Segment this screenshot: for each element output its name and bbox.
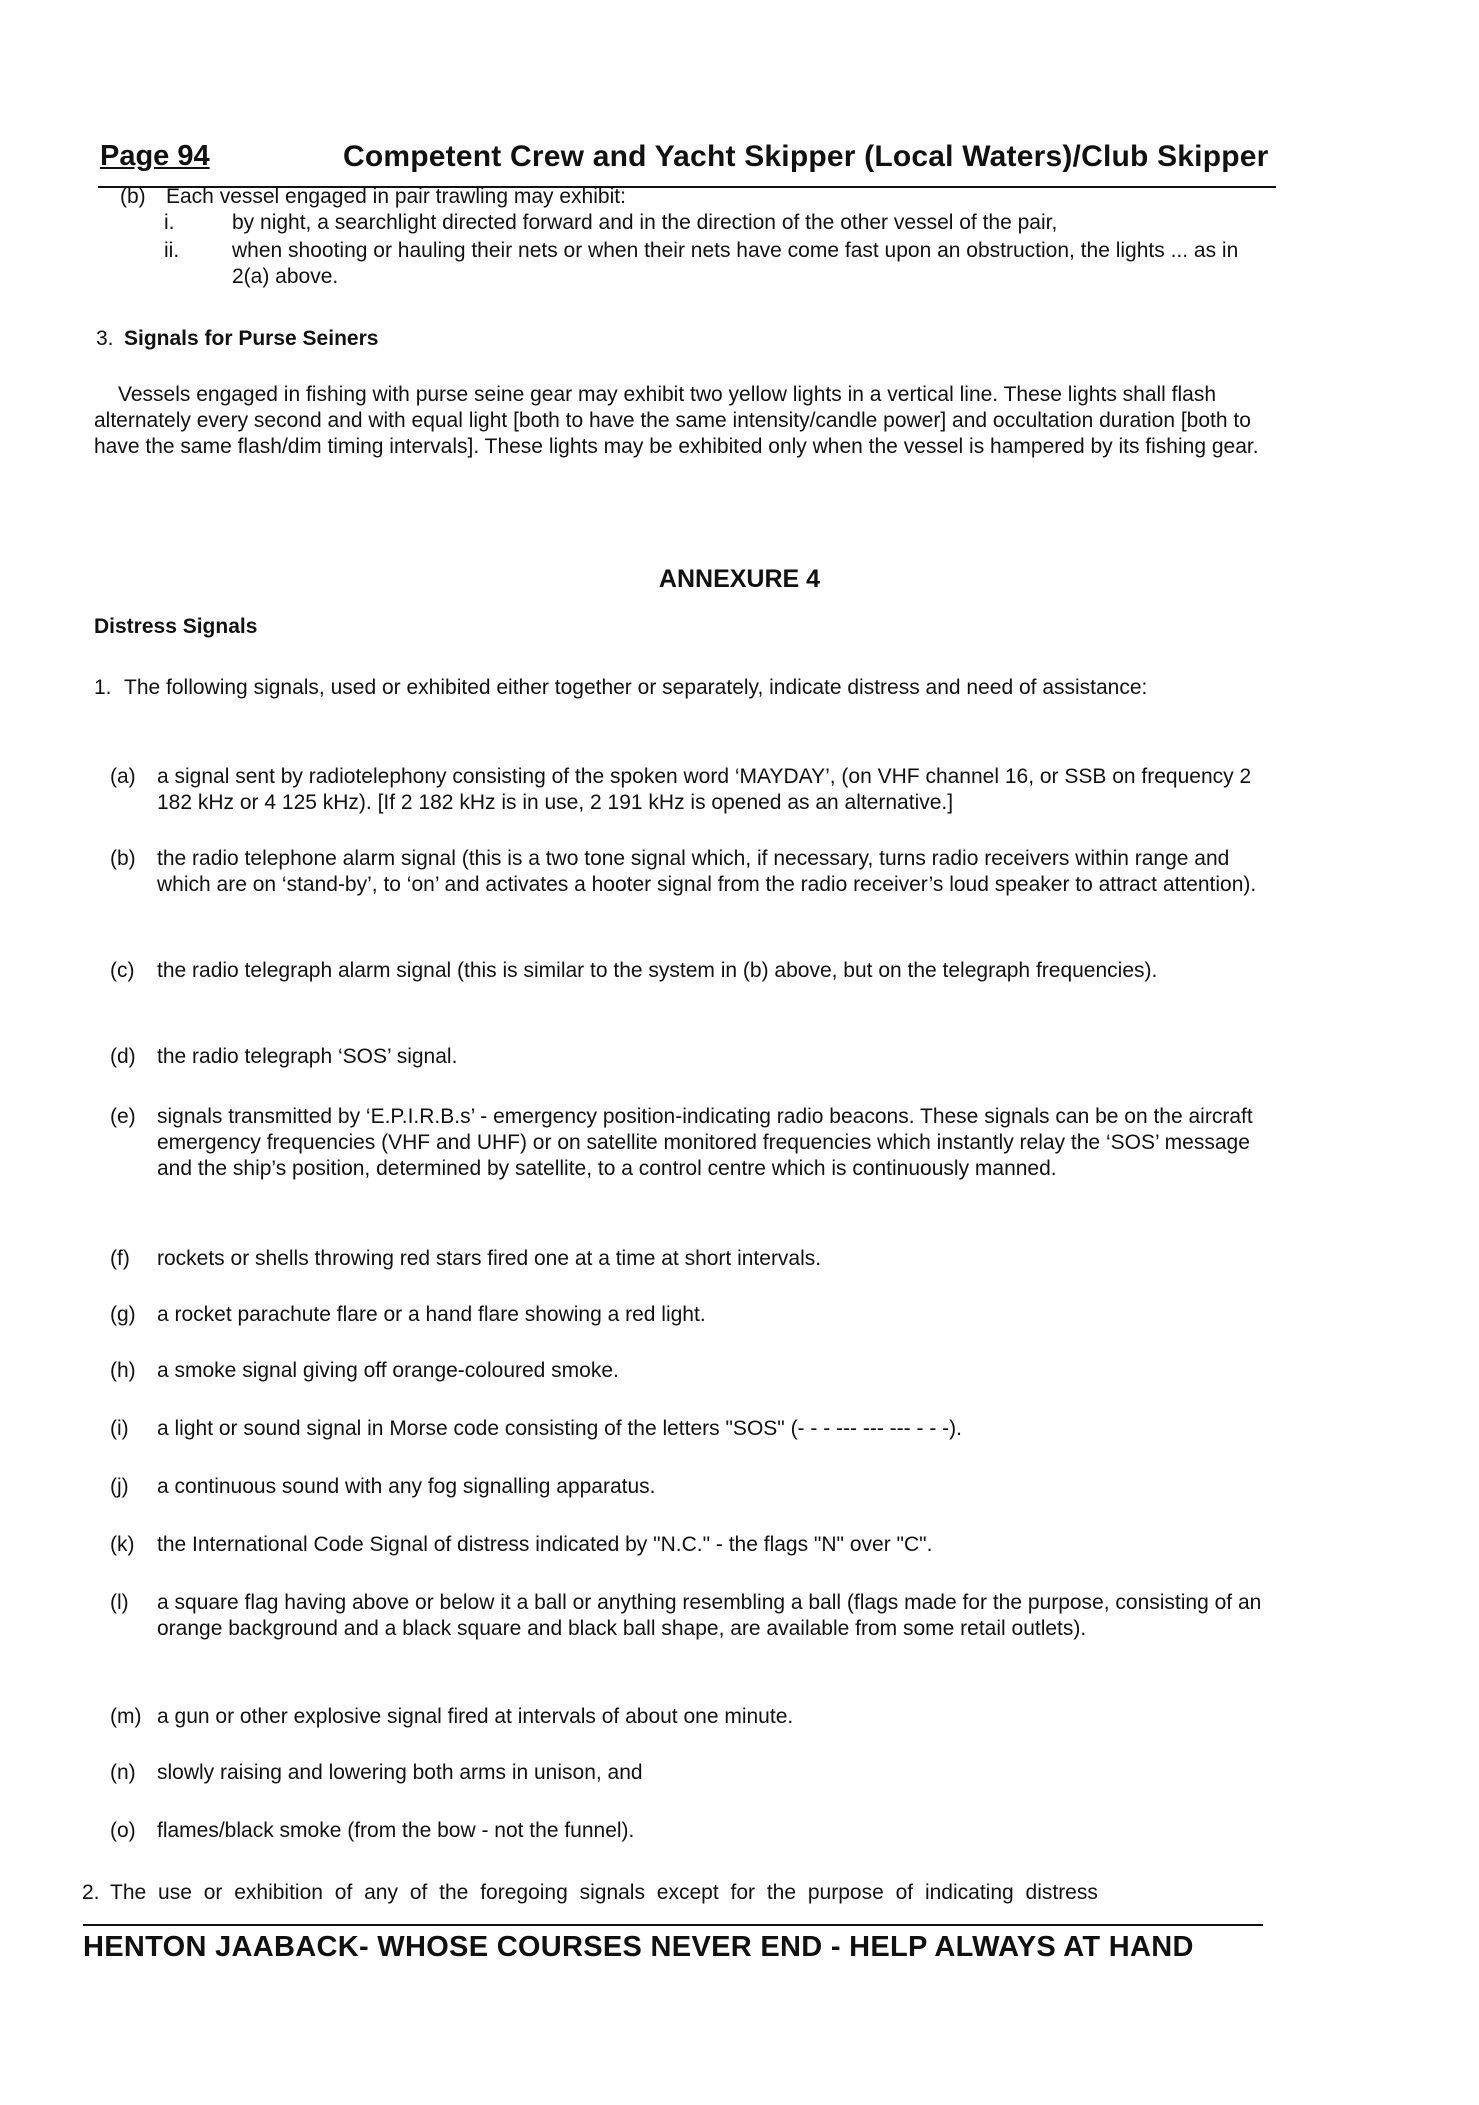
signal-item: a square flag having above or below it a ball or anything resembling a ball (flags made for the purpose, consisting of an orange background and a black square and black ball shape, are available from some retail outlets). bbox=[157, 1591, 1262, 1640]
section-number: 3. bbox=[96, 327, 114, 350]
signal-item: a signal sent by radiotelephony consisting of the spoken word ‘MAYDAY’, (on VHF channel 16, or SSB on frequency 2 182 kHz or 4 125 kHz). [If 2 182 kHz is in use, 2 191 kHz is opened as an alternative.] bbox=[157, 765, 1252, 814]
page-header bbox=[98, 136, 1276, 188]
signal-marker: (k) bbox=[110, 1533, 135, 1556]
footer-slogan: HENTON JAABACK- WHOSE COURSES NEVER END - HELP ALWAYS AT HAND bbox=[83, 1931, 1194, 1963]
signal-marker: (e) bbox=[110, 1105, 136, 1128]
list-item-marker: ii. bbox=[164, 239, 180, 262]
signal-item: slowly raising and lowering both arms in unison, and bbox=[157, 1761, 643, 1784]
signal-item: the radio telegraph ‘SOS’ signal. bbox=[157, 1045, 458, 1068]
signal-marker: (d) bbox=[110, 1045, 136, 1068]
signal-item: a gun or other explosive signal fired at intervals of about one minute. bbox=[157, 1705, 794, 1728]
signal-marker: (g) bbox=[110, 1303, 136, 1326]
section-heading: Signals for Purse Seiners bbox=[124, 327, 379, 350]
signal-marker: (c) bbox=[110, 959, 135, 982]
signal-item: a continuous sound with any fog signalling apparatus. bbox=[157, 1475, 656, 1498]
signal-item: a rocket parachute flare or a hand flare showing a red light. bbox=[157, 1303, 706, 1326]
signal-marker: (h) bbox=[110, 1359, 136, 1382]
closing-paragraph: The use or exhibition of any of the foregoing signals except for the purpose of indicating distress bbox=[110, 1881, 1098, 1904]
signal-item: the International Code Signal of distress indicated by "N.C." - the flags "N" over "C". bbox=[157, 1533, 933, 1556]
signal-item: rockets or shells throwing red stars fired one at a time at short intervals. bbox=[157, 1247, 822, 1270]
list-item: when shooting or hauling their nets or when their nets have come fast upon an obstruction, the lights ... as in 2(a) above. bbox=[232, 239, 1239, 288]
signal-marker: (m) bbox=[110, 1705, 142, 1728]
distress-intro: The following signals, used or exhibited either together or separately, indicate distress and need of assistance: bbox=[124, 676, 1148, 699]
signal-marker: (o) bbox=[110, 1819, 136, 1842]
signal-item: a smoke signal giving off orange-coloured smoke. bbox=[157, 1359, 619, 1382]
pair-trawling-marker: (b) bbox=[120, 185, 146, 208]
page-title: Competent Crew and Yacht Skipper (Local Waters)/Club Skipper bbox=[343, 140, 1269, 173]
signal-marker: (j) bbox=[110, 1475, 129, 1498]
page-number: Page 94 bbox=[100, 140, 210, 172]
signal-marker: (n) bbox=[110, 1761, 136, 1784]
list-item: by night, a searchlight directed forward and in the direction of the other vessel of the pair, bbox=[232, 211, 1058, 234]
closing-number: 2. bbox=[82, 1881, 100, 1904]
signal-marker: (l) bbox=[110, 1591, 129, 1614]
list-item-marker: i. bbox=[164, 211, 175, 234]
intro-number: 1. bbox=[94, 676, 112, 699]
pair-trawling-intro: Each vessel engaged in pair trawling may exhibit: bbox=[166, 185, 626, 208]
page-footer bbox=[83, 1924, 1263, 1976]
signal-marker: (i) bbox=[110, 1417, 129, 1440]
signal-marker: (b) bbox=[110, 847, 136, 870]
signal-item: the radio telephone alarm signal (this is a two tone signal which, if necessary, turns radio receivers within range and which are on ‘stand-by’, to ‘on’ and activates a hooter signal from the radio receiver’s loud speaker to attract attention). bbox=[157, 847, 1257, 896]
purse-seiners-paragraph: Vessels engaged in fishing with purse seine gear may exhibit two yellow lights in a vertical line. These lights shall flash alternately every second and with equal light [both to have the same intensity/candle power] and occultation duration [both to have the same flash/dim timing intervals]. These lights may be exhibited only when the vessel is hampered by its fishing gear. bbox=[94, 383, 1259, 458]
distress-signals-heading: Distress Signals bbox=[94, 615, 258, 638]
signal-item: a light or sound signal in Morse code consisting of the letters "SOS" (- - - --- --- --- - - -). bbox=[157, 1417, 962, 1440]
annexure-title: ANNEXURE 4 bbox=[658, 565, 821, 593]
signal-marker: (a) bbox=[110, 765, 136, 788]
signal-marker: (f) bbox=[110, 1247, 130, 1270]
signal-item: the radio telegraph alarm signal (this is similar to the system in (b) above, but on the telegraph frequencies). bbox=[157, 959, 1158, 982]
signal-item: flames/black smoke (from the bow - not the funnel). bbox=[157, 1819, 635, 1842]
signal-item: signals transmitted by ‘E.P.I.R.B.s’ - emergency position-indicating radio beacons. These signals can be on the aircraft emergency frequencies (VHF and UHF) or on satellite monitored frequencies which instantly relay the ‘SOS’ message and the ship’s position, determined by satellite, to a control centre which is continuously manned. bbox=[157, 1105, 1253, 1180]
